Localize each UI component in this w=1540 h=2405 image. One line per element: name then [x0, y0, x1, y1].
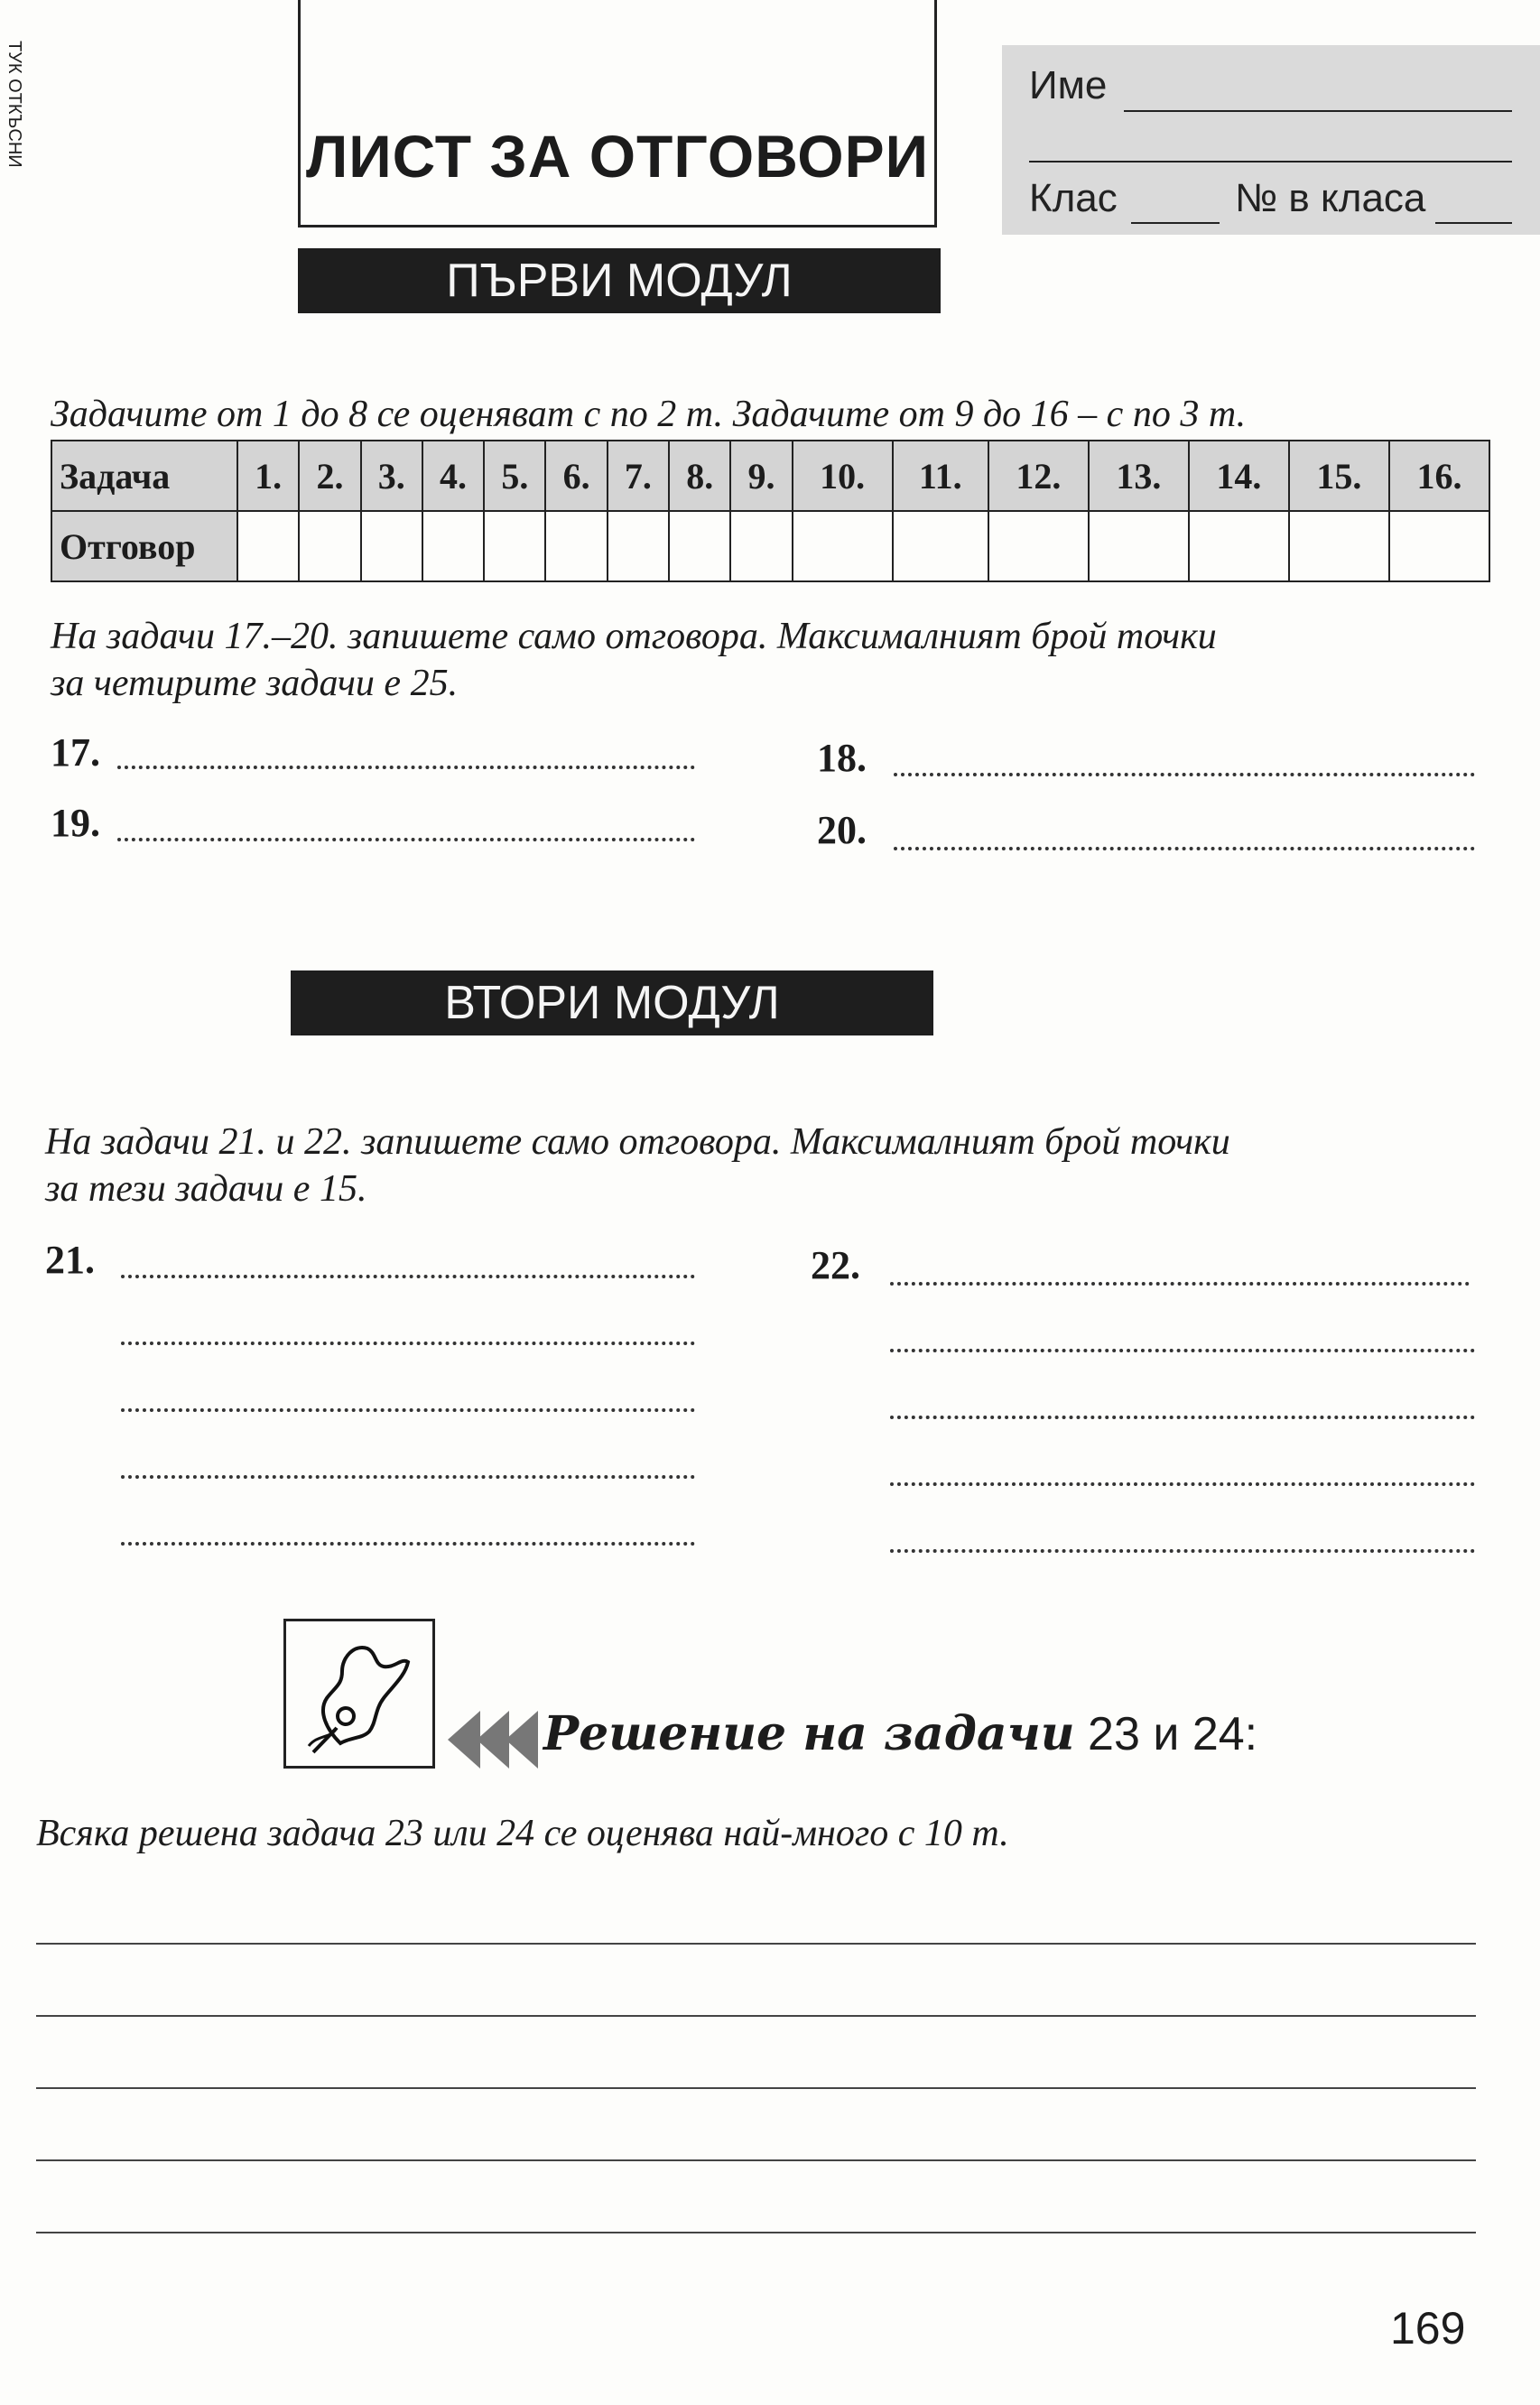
answer-cell[interactable]	[730, 511, 792, 581]
task-number: 10.	[793, 441, 893, 511]
task-number: 7.	[608, 441, 669, 511]
table-row-answers	[51, 511, 1489, 581]
task-number: 14.	[1189, 441, 1289, 511]
answer-cell[interactable]	[988, 511, 1089, 581]
answer-line-22[interactable]	[890, 1349, 1475, 1352]
row-label-task: Задача	[51, 441, 237, 511]
task-number: 13.	[1089, 441, 1189, 511]
answer-cell[interactable]	[1289, 511, 1389, 581]
task-number: 8.	[669, 441, 730, 511]
number-field[interactable]	[1435, 222, 1512, 224]
title-box	[298, 0, 937, 228]
name-field[interactable]	[1124, 110, 1512, 112]
answer-number: 21.	[45, 1238, 95, 1282]
answer-line-22[interactable]	[890, 1549, 1475, 1553]
answer-number: 17.	[51, 730, 100, 775]
answer-cell[interactable]	[1389, 511, 1489, 581]
task-number: 11.	[893, 441, 988, 511]
answer-line-22[interactable]	[890, 1282, 1470, 1286]
answer-cell[interactable]	[1189, 511, 1289, 581]
answer-line-21[interactable]	[121, 1275, 695, 1278]
answer-cell[interactable]	[484, 511, 545, 581]
solution-heading-tasks: 23 и 24:	[1074, 1708, 1258, 1760]
answer-line-19[interactable]	[117, 838, 695, 841]
task-number: 12.	[988, 441, 1089, 511]
solution-note: Всяка решена задача 23 или 24 се оценява най-много с 10 т.	[36, 1813, 1009, 1854]
task-number: 16.	[1389, 441, 1489, 511]
class-field[interactable]	[1131, 222, 1220, 224]
answer-cell[interactable]	[299, 511, 360, 581]
answer-cell[interactable]	[545, 511, 607, 581]
module-2-instruction-line-1: На задачи 21. и 22. запишете само отговора. Максималният брой точки	[45, 1121, 1230, 1163]
answer-line-22[interactable]	[890, 1482, 1475, 1486]
module-1-instruction: Задачите от 1 до 8 се оценяват с по 2 т. Задачите от 9 до 16 – с по 3 т.	[51, 394, 1247, 435]
task-number: 5.	[484, 441, 545, 511]
task-number: 3.	[361, 441, 422, 511]
task-number: 9.	[730, 441, 792, 511]
solution-heading-script: Решение на задачи	[543, 1706, 1075, 1761]
solution-line[interactable]	[36, 2015, 1476, 2017]
name-field-line-2[interactable]	[1029, 161, 1512, 162]
task-number: 1.	[237, 441, 299, 511]
short-answer-instruction-line-1: На задачи 17.–20. запишете само отговора. Максималният брой точки	[51, 616, 1217, 657]
name-label: Име	[1029, 63, 1108, 107]
answer-cell[interactable]	[793, 511, 893, 581]
solution-line[interactable]	[36, 1943, 1476, 1945]
answer-cell[interactable]	[893, 511, 988, 581]
answer-line-21[interactable]	[121, 1342, 695, 1345]
pen-icon-box	[283, 1619, 435, 1769]
answer-number: 20.	[817, 808, 867, 852]
answer-cell[interactable]	[237, 511, 299, 581]
fountain-pen-icon	[286, 1621, 432, 1766]
number-label: № в класа	[1235, 176, 1426, 220]
answer-line-22[interactable]	[890, 1416, 1475, 1419]
answer-line-21[interactable]	[121, 1475, 695, 1479]
tear-off-label: ТУК ОТКЪСНИ	[5, 41, 24, 168]
page-number: 169	[1390, 2303, 1466, 2354]
student-info-panel	[1002, 45, 1540, 235]
answer-cell[interactable]	[1089, 511, 1189, 581]
module-2-instruction-line-2: за тези задачи е 15.	[45, 1168, 367, 1210]
answer-cell[interactable]	[608, 511, 669, 581]
answers-table	[51, 440, 1490, 582]
table-row-tasks	[51, 441, 1489, 511]
answer-line-18[interactable]	[894, 773, 1475, 776]
answer-cell[interactable]	[669, 511, 730, 581]
task-number: 4.	[422, 441, 484, 511]
solution-line[interactable]	[36, 2087, 1476, 2089]
module-2-heading: ВТОРИ МОДУЛ	[291, 970, 933, 1035]
short-answer-instruction-line-2: за четирите задачи е 25.	[51, 663, 459, 704]
class-label: Клас	[1029, 176, 1118, 220]
answer-number: 18.	[817, 736, 867, 780]
triple-arrow-icon	[448, 1711, 538, 1773]
task-number: 6.	[545, 441, 607, 511]
answer-line-20[interactable]	[894, 847, 1475, 850]
page-title: ЛИСТ ЗА ОТГОВОРИ	[305, 123, 930, 190]
answer-line-17[interactable]	[117, 766, 695, 769]
answer-line-21[interactable]	[121, 1542, 695, 1546]
task-number: 15.	[1289, 441, 1389, 511]
answer-number: 19.	[51, 801, 100, 845]
answer-line-21[interactable]	[121, 1408, 695, 1412]
answer-cell[interactable]	[422, 511, 484, 581]
row-label-answer: Отговор	[51, 511, 237, 581]
module-1-heading: ПЪРВИ МОДУЛ	[298, 248, 941, 313]
solution-line[interactable]	[36, 2232, 1476, 2233]
answer-number: 22.	[811, 1243, 860, 1287]
solution-heading	[543, 1706, 1257, 1761]
solution-line[interactable]	[36, 2159, 1476, 2161]
answer-cell[interactable]	[361, 511, 422, 581]
task-number: 2.	[299, 441, 360, 511]
